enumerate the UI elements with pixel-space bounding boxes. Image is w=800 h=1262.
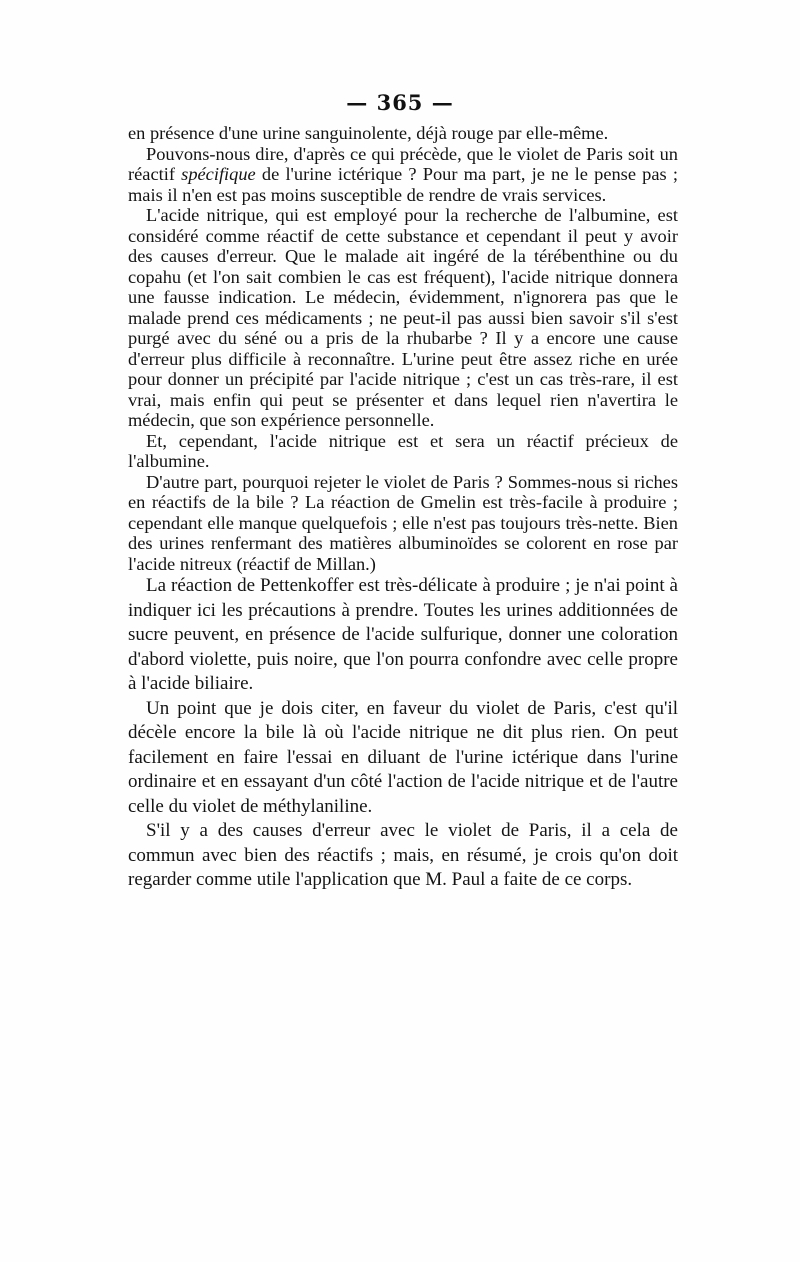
page-number: — 365 — [346, 90, 454, 115]
paragraph-5: D'autre part, pourquoi rejeter le violet de Paris ? Sommes-nous si riches en réactifs de la bile ? La réaction de Gmelin est très-facile à produire ; cependant elle manque quelquefois ; elle n'est pas toujours très-nette. Bien des urines renfermant des matières albuminoïdes se colorent en rose par l'acide nitreux (réactif de Millan.) [128, 471, 678, 574]
paragraph-2-before: Pouvons-nous dire, d'après ce qui précède, que le violet de Paris soit un réactif [128, 143, 678, 184]
paragraph-4: Et, cependant, l'acide nitrique est et sera un réactif précieux de l'albumine. [128, 430, 678, 471]
body-text [128, 123, 678, 893]
paragraph-3: L'acide nitrique, qui est employé pour la recherche de l'albumine, est considéré comme réactif de cette substance et cependant il peut y avoir des causes d'erreur. Que le malade ait ingéré de la térébenthine ou du copahu (et l'on sait combien le cas est fréquent), l'acide nitrique donnera une fausse indication. Le médecin, évidemment, n'ignorera pas que le malade prend ces médicaments ; ne peut-il pas aussi bien savoir s'il s'est purgé avec du séné ou a pris de la rhubarbe ? Il y a encore une cause d'erreur plus difficile à reconnaître. L'urine peut être assez riche en urée pour donner un précipité par l'acide nitrique ; c'est un cas très-rare, il est vrai, mais enfin qui peut se présenter et dans lequel rien n'avertira le médecin, que son expérience personnelle. [128, 205, 678, 430]
paragraph-2-emphasis: spécifique [181, 164, 256, 184]
paragraph-6: La réaction de Pettenkoffer est très-délicate à produire ; je n'ai point à indiquer ici les précautions à prendre. Toutes les urines additionnées de sucre peuvent, en présence de l'acide sulfurique, donner une coloration d'abord violette, puis noire, que l'on pourra confondre avec celle propre à l'acide biliaire. [128, 575, 678, 694]
paragraph-2-after: de l'urine ictérique ? Pour ma part, je ne le pense pas ; mais il n'en est pas moins susceptible de rendre de vrais services. [128, 164, 678, 205]
paragraph-1: en présence d'une urine sanguinolente, déjà rouge par elle-même. [128, 123, 609, 143]
paragraph-8: S'il y a des causes d'erreur avec le violet de Paris, il a cela de commun avec bien des réactifs ; mais, en résumé, je crois qu'on doit regarder comme utile l'application que M. Paul a faite de ce corps. [128, 820, 678, 890]
paragraph-2 [128, 144, 678, 206]
paragraph-7: Un point que je dois citer, en faveur du violet de Paris, c'est qu'il décèle encore la bile là où l'acide nitrique ne dit plus rien. On peut facilement en faire l'essai en diluant de l'urine ictérique dans l'urine ordinaire et en essayant d'un côté l'action de l'acide nitrique et de l'autre celle du violet de méthylaniline. [128, 697, 678, 817]
